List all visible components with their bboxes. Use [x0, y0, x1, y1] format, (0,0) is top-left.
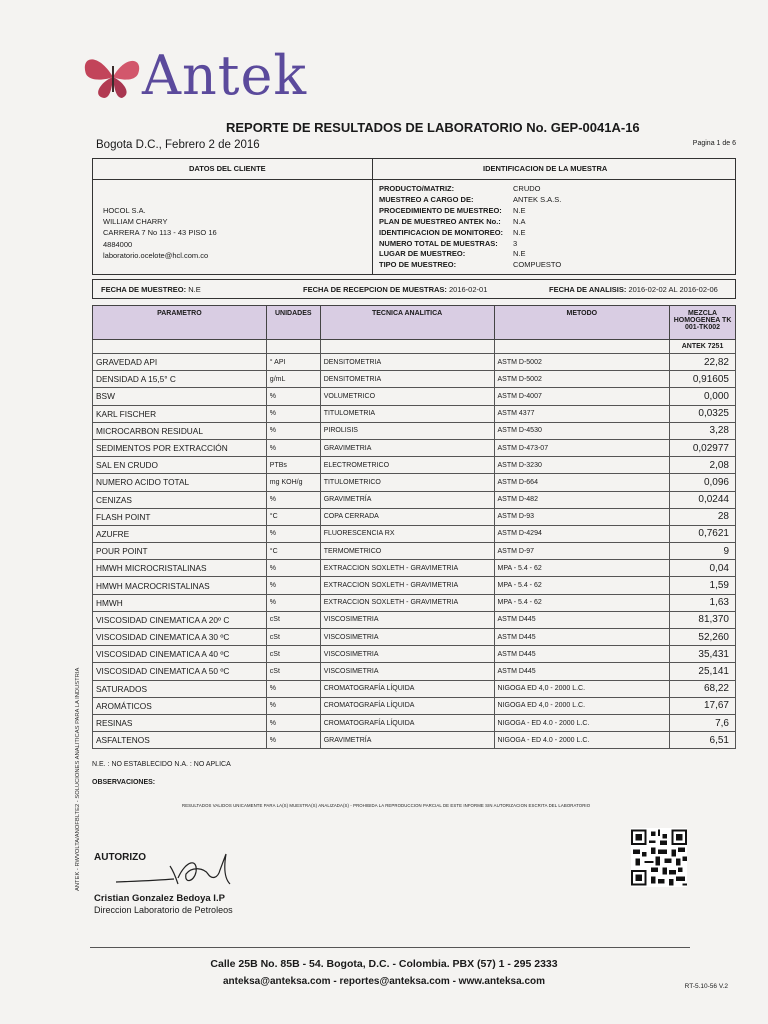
value-cell: 0,0325 — [670, 405, 736, 422]
col-header-parameter: PARAMETRO — [93, 306, 267, 340]
value-cell: 3,28 — [670, 422, 736, 439]
table-row — [93, 543, 736, 560]
units-cell: °C — [266, 508, 320, 525]
technique-cell: EXTRACCION SOXLETH - GRAVIMETRIA — [320, 594, 494, 611]
method-cell: ASTM D-3230 — [494, 457, 670, 474]
parameter-cell: DENSIDAD A 15,5° C — [93, 371, 267, 388]
value-cell: 68,22 — [670, 680, 736, 697]
method-cell: NIGOGA ED 4,0 - 2000 L.C. — [494, 680, 670, 697]
table-row — [93, 732, 736, 749]
method-cell: ASTM D-4294 — [494, 525, 670, 542]
results-table — [92, 305, 736, 749]
method-cell: ASTM D-4007 — [494, 388, 670, 405]
technique-cell: CROMATOGRAFÍA LÍQUIDA — [320, 714, 494, 731]
parameter-cell: VISCOSIDAD CINEMATICA A 40 ºC — [93, 646, 267, 663]
units-cell: mg KOH/g — [266, 474, 320, 491]
reception-date-value: 2016-02-01 — [449, 285, 488, 294]
col-header-sample: MEZCLA HOMOGENEA TK 001-TK002 — [670, 306, 736, 340]
disclaimer: RESULTADOS VALIDOS UNICAMENTE PARA LA(S) MUESTRA(S) ANALIZADA(S) - PROHIBIDA LA REPRODUCCION PARCIAL DE ESTE INFORME SIN AUTORIZACION ESCRITA DEL LABORATORIO — [182, 803, 591, 808]
page-number: Pagina 1 de 6 — [692, 140, 736, 147]
method-cell: MPA - 5.4 - 62 — [494, 577, 670, 594]
parameter-cell: VISCOSIDAD CINEMATICA A 50 ºC — [93, 663, 267, 680]
method-cell: NIGOGA - ED 4.0 - 2000 L.C. — [494, 714, 670, 731]
sample-field-label: IDENTIFICACION DE MONITOREO: — [379, 227, 504, 237]
brand-name: Antek — [142, 44, 308, 107]
method-cell: NIGOGA - ED 4.0 - 2000 L.C. — [494, 732, 670, 749]
units-cell: cSt — [266, 611, 320, 628]
units-cell: cSt — [266, 663, 320, 680]
table-row — [93, 714, 736, 731]
technique-cell: FLUORESCENCIA RX — [320, 525, 494, 542]
results-body — [93, 354, 736, 749]
sample-field-label: LUGAR DE MUESTREO: — [379, 249, 466, 259]
sample-labels — [379, 184, 503, 271]
parameter-cell: FLASH POINT — [93, 508, 267, 525]
client-email: laboratorio.ocelote@hcl.com.co — [103, 250, 209, 260]
units-cell: % — [266, 405, 320, 422]
value-cell: 2,08 — [670, 457, 736, 474]
method-cell: MPA - 5.4 - 62 — [494, 560, 670, 577]
sample-field-value: N.E — [513, 205, 526, 215]
technique-cell: VOLUMETRICO — [320, 388, 494, 405]
table-row — [93, 697, 736, 714]
technique-cell: DENSITOMETRIA — [320, 371, 494, 388]
sample-field-value: CRUDO — [513, 184, 541, 193]
table-row — [93, 371, 736, 388]
method-cell: ASTM D-5002 — [494, 354, 670, 371]
value-cell: 52,260 — [670, 629, 736, 646]
side-vertical-text: ANTEK - RWVOLTA/ANOFBLTE2 - SOLUCIONES ANALITICAS PARA LA INDUSTRIA — [75, 667, 81, 891]
technique-cell: VISCOSIMETRIA — [320, 629, 494, 646]
parameter-cell: KARL FISCHER — [93, 405, 267, 422]
value-cell: 0,02977 — [670, 439, 736, 456]
sample-field-label: MUESTREO A CARGO DE: — [379, 194, 474, 204]
parameter-cell: GRAVEDAD API — [93, 354, 267, 371]
value-cell: 0,04 — [670, 560, 736, 577]
sample-values — [513, 184, 561, 271]
parameter-cell: NUMERO ACIDO TOTAL — [93, 474, 267, 491]
method-cell: ASTM D445 — [494, 611, 670, 628]
col-header-method: METODO — [494, 306, 670, 340]
units-cell: % — [266, 525, 320, 542]
table-row — [93, 491, 736, 508]
units-cell: % — [266, 388, 320, 405]
sample-field-value: N.E — [513, 249, 526, 259]
method-cell: ASTM D445 — [494, 646, 670, 663]
parameter-cell: SAL EN CRUDO — [93, 457, 267, 474]
table-row — [93, 439, 736, 456]
parameter-cell: VISCOSIDAD CINEMATICA A 20º C — [93, 611, 267, 628]
client-line: 4884000 — [103, 239, 133, 249]
table-row — [93, 474, 736, 491]
footer-emails: anteksa@anteksa.com - reportes@anteksa.com - www.anteksa.com — [222, 976, 546, 987]
sampling-date-value: N.E — [188, 285, 201, 294]
parameter-cell: POUR POINT — [93, 543, 267, 560]
col-header-technique: TECNICA ANALITICA — [320, 306, 494, 340]
value-cell: 0,7621 — [670, 525, 736, 542]
client-line: WILLIAM CHARRY — [103, 217, 168, 227]
technique-cell: CROMATOGRAFÍA LÍQUIDA — [320, 697, 494, 714]
technique-cell: GRAVIMETRIA — [320, 439, 494, 456]
value-cell: 22,82 — [670, 354, 736, 371]
table-row — [93, 525, 736, 542]
table-row — [93, 577, 736, 594]
parameter-cell: HMWH — [93, 594, 267, 611]
units-cell: ° API — [266, 354, 320, 371]
parameter-cell: SATURADOS — [93, 680, 267, 697]
method-cell: ASTM D-97 — [494, 543, 670, 560]
sample-header: IDENTIFICACION DE LA MUESTRA — [483, 164, 608, 173]
parameter-cell: BSW — [93, 388, 267, 405]
parameter-cell: ASFALTENOS — [93, 732, 267, 749]
value-cell: 0,91605 — [670, 371, 736, 388]
value-cell: 81,370 — [670, 611, 736, 628]
parameter-cell: HMWH MICROCRISTALINAS — [93, 560, 267, 577]
form-code: RT-5.10-56 V.2 — [684, 983, 728, 990]
method-cell: ASTM D-5002 — [494, 371, 670, 388]
table-row — [93, 560, 736, 577]
technique-cell: ELECTROMETRICO — [320, 457, 494, 474]
sample-field-label: TIPO DE MUESTREO: — [379, 260, 457, 270]
parameter-cell: SEDIMENTOS POR EXTRACCIÓN — [93, 439, 267, 456]
sample-field-label: PROCEDIMIENTO DE MUESTREO: — [379, 205, 502, 215]
signature-mark — [112, 848, 252, 892]
units-cell: % — [266, 594, 320, 611]
table-row — [93, 646, 736, 663]
signer-name: Cristian Gonzalez Bedoya I.P — [94, 893, 225, 904]
units-cell: % — [266, 422, 320, 439]
footer-divider — [90, 947, 690, 948]
method-cell: ASTM D-93 — [494, 508, 670, 525]
value-cell: 1,63 — [670, 594, 736, 611]
observations-label: OBSERVACIONES: — [92, 779, 156, 786]
technique-cell: GRAVIMETRÍA — [320, 491, 494, 508]
method-cell: ASTM D-664 — [494, 474, 670, 491]
value-cell: 0,000 — [670, 388, 736, 405]
report-title: REPORTE DE RESULTADOS DE LABORATORIO No. GEP-0041A-16 — [226, 120, 640, 135]
method-cell: MPA - 5.4 - 62 — [494, 594, 670, 611]
parameter-cell: HMWH MACROCRISTALINAS — [93, 577, 267, 594]
analysis-date-value: 2016-02-02 AL 2016-02-06 — [628, 285, 718, 294]
method-cell: ASTM D-482 — [494, 491, 670, 508]
signer-role: Direccion Laboratorio de Petroleos — [94, 905, 233, 915]
parameter-cell: AZUFRE — [93, 525, 267, 542]
value-cell: 28 — [670, 508, 736, 525]
units-cell: % — [266, 439, 320, 456]
sampling-date-label: FECHA DE MUESTREO: — [101, 285, 187, 294]
units-cell: % — [266, 560, 320, 577]
method-cell: ASTM D-4530 — [494, 422, 670, 439]
qr-code-icon — [631, 828, 687, 887]
units-cell: cSt — [266, 646, 320, 663]
abbreviation-note: N.E. : NO ESTABLECIDO N.A. : NO APLICA — [92, 761, 231, 768]
method-cell: ASTM D445 — [494, 629, 670, 646]
value-cell: 0,096 — [670, 474, 736, 491]
table-row — [93, 680, 736, 697]
technique-cell: GRAVIMETRÍA — [320, 732, 494, 749]
units-cell: PTBs — [266, 457, 320, 474]
method-cell: NIGOGA ED 4,0 - 2000 L.C. — [494, 697, 670, 714]
technique-cell: TITULOMETRICO — [320, 474, 494, 491]
technique-cell: DENSITOMETRIA — [320, 354, 494, 371]
units-cell: cSt — [266, 629, 320, 646]
technique-cell: VISCOSIMETRIA — [320, 646, 494, 663]
technique-cell: VISCOSIMETRIA — [320, 611, 494, 628]
method-cell: ASTM 4377 — [494, 405, 670, 422]
client-sample-box — [92, 158, 736, 275]
units-cell: % — [266, 577, 320, 594]
sample-field-label: NUMERO TOTAL DE MUESTRAS: — [379, 238, 498, 248]
reception-date-label: FECHA DE RECEPCION DE MUESTRAS: — [303, 285, 447, 294]
sample-id: ANTEK 7251 — [670, 340, 736, 354]
units-cell: % — [266, 697, 320, 714]
method-cell: ASTM D-473-07 — [494, 439, 670, 456]
client-info — [103, 205, 217, 261]
technique-cell: EXTRACCION SOXLETH - GRAVIMETRIA — [320, 560, 494, 577]
value-cell: 1,59 — [670, 577, 736, 594]
table-row — [93, 388, 736, 405]
sample-field-label: PRODUCTO/MATRIZ: — [379, 184, 455, 193]
client-header: DATOS DEL CLIENTE — [189, 164, 266, 173]
authorize-label: AUTORIZO — [94, 852, 147, 863]
antek-logo — [78, 32, 318, 112]
butterfly-icon — [78, 52, 148, 102]
client-line: CARRERA 7 No 113 - 43 PISO 16 — [103, 228, 217, 238]
technique-cell: PIROLISIS — [320, 422, 494, 439]
value-cell: 7,6 — [670, 714, 736, 731]
technique-cell: CROMATOGRAFÍA LÍQUIDA — [320, 680, 494, 697]
sample-field-value: 3 — [513, 238, 518, 248]
table-row — [93, 663, 736, 680]
technique-cell: TERMOMETRICO — [320, 543, 494, 560]
units-cell: % — [266, 714, 320, 731]
value-cell: 9 — [670, 543, 736, 560]
value-cell: 0,0244 — [670, 491, 736, 508]
technique-cell: VISCOSIMETRIA — [320, 663, 494, 680]
table-row — [93, 354, 736, 371]
table-row — [93, 629, 736, 646]
parameter-cell: VISCOSIDAD CINEMATICA A 30 ºC — [93, 629, 267, 646]
units-cell: °C — [266, 543, 320, 560]
analysis-date-label: FECHA DE ANALISIS: — [549, 285, 627, 294]
footer-address: Calle 25B No. 85B - 54. Bogota, D.C. - Colombia. PBX (57) 1 - 295 2333 — [210, 958, 558, 970]
table-row — [93, 611, 736, 628]
value-cell: 25,141 — [670, 663, 736, 680]
table-row — [93, 508, 736, 525]
technique-cell: TITULOMETRIA — [320, 405, 494, 422]
parameter-cell: AROMÁTICOS — [93, 697, 267, 714]
city-date: Bogota D.C., Febrero 2 de 2016 — [96, 139, 260, 151]
parameter-cell: RESINAS — [93, 714, 267, 731]
table-row — [93, 405, 736, 422]
units-cell: % — [266, 732, 320, 749]
method-cell: ASTM D445 — [494, 663, 670, 680]
sample-field-label: PLAN DE MUESTREO ANTEK No.: — [379, 216, 501, 226]
table-row — [93, 422, 736, 439]
sample-field-value: N.E — [513, 227, 526, 237]
technique-cell: COPA CERRADA — [320, 508, 494, 525]
value-cell: 6,51 — [670, 732, 736, 749]
sample-field-value: COMPUESTO — [513, 260, 562, 270]
units-cell: % — [266, 491, 320, 508]
sample-field-value: N.A — [513, 216, 526, 226]
units-cell: g/mL — [266, 371, 320, 388]
parameter-cell: CENIZAS — [93, 491, 267, 508]
value-cell: 35,431 — [670, 646, 736, 663]
table-row — [93, 594, 736, 611]
units-cell: % — [266, 680, 320, 697]
value-cell: 17,67 — [670, 697, 736, 714]
sample-field-value: ANTEK S.A.S. — [513, 194, 562, 204]
dates-row — [92, 279, 736, 299]
col-header-units: UNIDADES — [266, 306, 320, 340]
parameter-cell: MICROCARBON RESIDUAL — [93, 422, 267, 439]
table-row — [93, 457, 736, 474]
technique-cell: EXTRACCION SOXLETH - GRAVIMETRIA — [320, 577, 494, 594]
client-line: HOCOL S.A. — [103, 206, 146, 215]
